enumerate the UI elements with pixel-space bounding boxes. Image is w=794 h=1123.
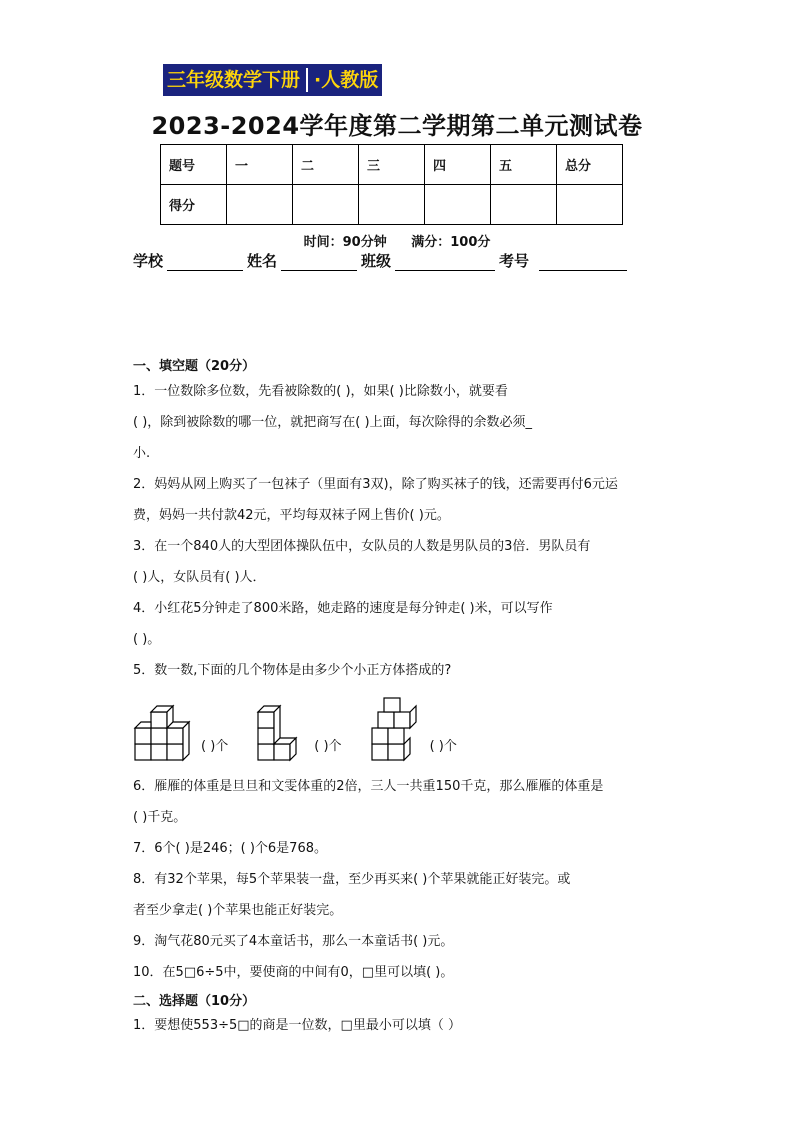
question-line: 2．妈妈从网上购买了一包袜子（里面有3双)，除了购买袜子的钱，还需要再付6元运: [133, 477, 618, 492]
student-info-line: [133, 250, 631, 271]
score-cell: 二: [293, 145, 359, 185]
score-cell: 总分: [557, 145, 623, 185]
number-field[interactable]: [539, 254, 627, 271]
question-line: 6．雁雁的体重是旦旦和文雯体重的2倍，三人一共重150千克，那么雁雁的体重是: [133, 779, 604, 794]
exam-time: 时间：90分钟: [303, 235, 387, 250]
name-field[interactable]: [281, 254, 357, 271]
score-input-cell[interactable]: [293, 185, 359, 225]
school-label: 学校: [133, 252, 164, 270]
badge-edition-text: ·人教版: [314, 69, 379, 91]
exam-full-score: 满分：100分: [411, 235, 491, 250]
number-label: 考号: [499, 252, 530, 270]
page-title: 2023-2024学年度第二学期第二单元测试卷: [151, 112, 643, 140]
cube-answer-label: ( )个: [201, 739, 229, 754]
cube-stack-icon: [256, 702, 308, 764]
cube-stack-icon: [370, 694, 424, 764]
question-line: 小.: [133, 446, 151, 461]
score-table: [160, 144, 623, 225]
score-input-cell[interactable]: [227, 185, 293, 225]
question-line: 4．小红花5分钟走了800米路，她走路的速度是每分钟走( )米，可以写作: [133, 601, 553, 616]
cube-answer-label: ( )个: [429, 739, 457, 754]
question-line: 9．淘气花80元买了4本童话书，那么一本童话书( )元。: [133, 934, 454, 949]
score-input-cell[interactable]: [425, 185, 491, 225]
score-cell: 三: [359, 145, 425, 185]
score-cell: 题号: [161, 145, 227, 185]
question-line: 1．一位数除多位数，先看被除数的( )，如果( )比除数小，就要看: [133, 384, 508, 399]
score-cell: 得分: [161, 185, 227, 225]
cube-figure-1: [133, 702, 228, 764]
cube-figure-2: [256, 702, 341, 764]
question-line: 1．要想使553÷5□的商是一位数，□里最小可以填（ ）: [133, 1018, 461, 1033]
question-line: 者至少拿走( )个苹果也能正好装完。: [133, 903, 343, 918]
score-input-cell[interactable]: [557, 185, 623, 225]
exam-time-line: [0, 231, 794, 250]
score-input-cell[interactable]: [359, 185, 425, 225]
score-cell: 五: [491, 145, 557, 185]
question-line: ( )，除到被除数的哪一位，就把商写在( )上面，每次除得的余数必须_: [133, 415, 533, 430]
score-table-header-row: [161, 145, 623, 185]
question-line: ( )。: [133, 632, 161, 647]
score-cell: 一: [227, 145, 293, 185]
question-line: ( )人，女队员有( )人．: [133, 570, 266, 585]
badge-separator: [306, 68, 308, 92]
question-line: 8．有32个苹果，每5个苹果装一盘，至少再买来( )个苹果就能正好装完。或: [133, 872, 571, 887]
section-heading-choice: 二、选择题（10分）: [133, 994, 256, 1009]
cube-stack-icon: [133, 702, 195, 764]
grade-badge: [163, 64, 382, 96]
class-field[interactable]: [395, 254, 495, 271]
question-line: 7．6个( )是246；( )个6是768。: [133, 841, 327, 856]
cube-answer-label: ( )个: [314, 739, 342, 754]
name-label: 姓名: [247, 252, 278, 270]
question-line: 3．在一个840人的大型团体操队伍中，女队员的人数是男队员的3倍．男队员有: [133, 539, 591, 554]
question-line: 10．在5□6÷5中，要使商的中间有0，□里可以填( )。: [133, 965, 454, 980]
section-heading-fill: 一、填空题（20分）: [133, 359, 256, 374]
question-line: 费，妈妈一共付款42元，平均每双袜子网上售价( )元。: [133, 508, 450, 523]
cube-figure-3: [370, 694, 457, 764]
badge-grade-text: 三年级数学下册: [167, 69, 301, 91]
score-table-score-row: [161, 185, 623, 225]
question-line: ( )千克。: [133, 810, 187, 825]
question-line: 5．数一数,下面的几个物体是由多少个小正方体搭成的?: [133, 663, 452, 678]
cube-figures: [133, 694, 485, 764]
class-label: 班级: [361, 252, 392, 270]
score-input-cell[interactable]: [491, 185, 557, 225]
score-cell: 四: [425, 145, 491, 185]
school-field[interactable]: [167, 254, 243, 271]
